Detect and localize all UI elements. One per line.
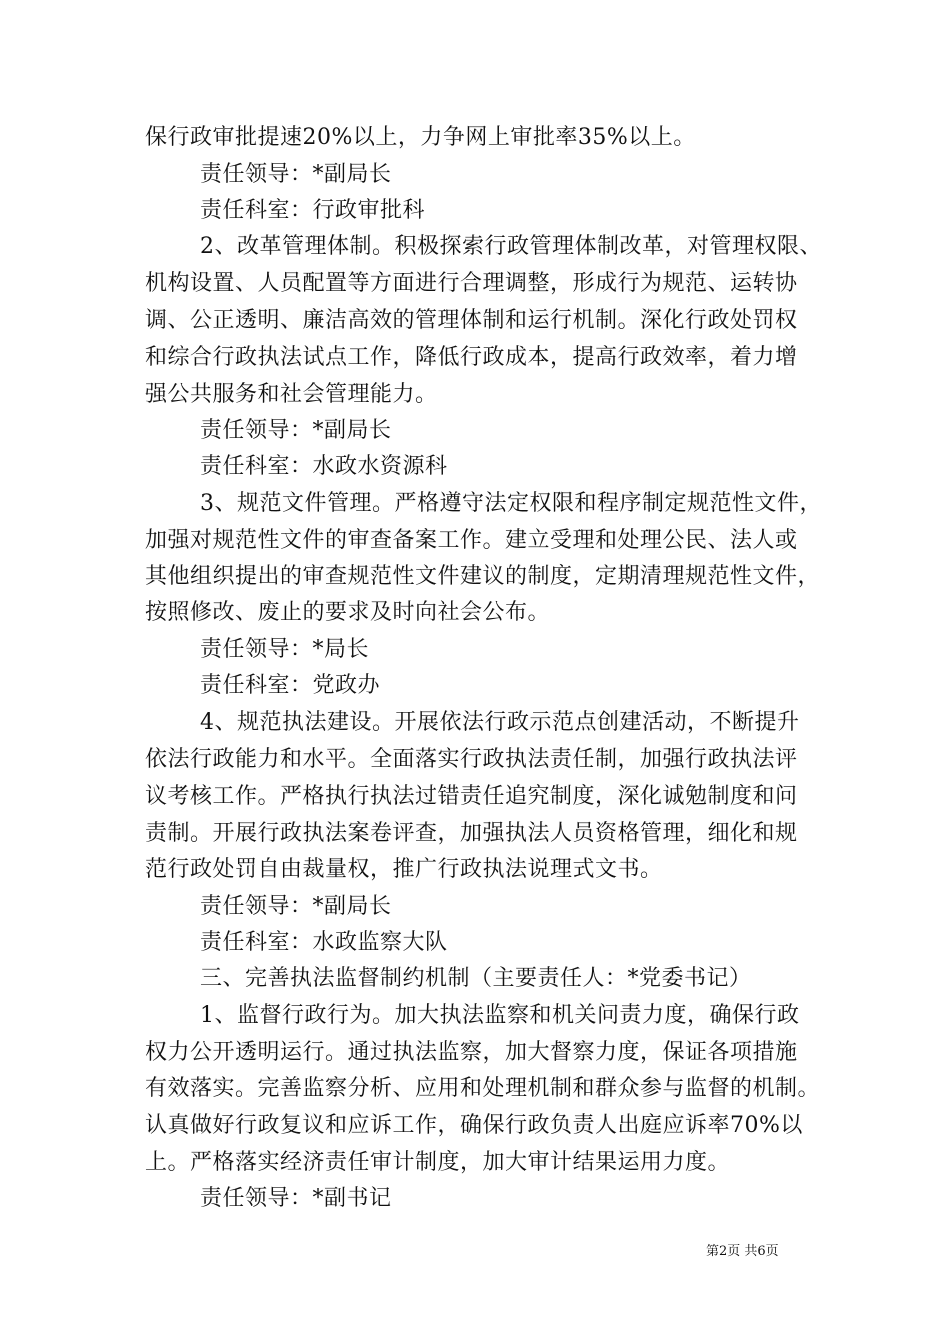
text-line: 责任科室：水政水资源科 (200, 454, 448, 479)
text-line: 按照修改、废止的要求及时向社会公布。 (145, 600, 551, 625)
text-line: 权力公开透明运行。通过执法监察，加大督察力度，保证各项措施 (145, 1040, 798, 1065)
text-line: 机构设置、人员配置等方面进行合理调整，形成行为规范、运转协 (145, 271, 798, 296)
text-line: 责任领导：*局长 (200, 637, 370, 662)
text-line: 3、规范文件管理。严格遵守法定权限和程序制定规范性文件， (200, 491, 822, 516)
text-line: 加强对规范性文件的审查备案工作。建立受理和处理公民、法人或 (145, 528, 798, 553)
text-line: 责制。开展行政执法案卷评查，加强执法人员资格管理，细化和规 (145, 821, 798, 846)
text-line: 责任科室：党政办 (200, 673, 381, 698)
text-line: 1、监督行政行为。加大执法监察和机关问责力度，确保行政 (200, 1003, 800, 1028)
text-line: 议考核工作。严格执行执法过错责任追究制度，深化诚勉制度和问 (145, 784, 798, 809)
page-number: 第2页 共6页 (706, 1244, 779, 1259)
section-heading: 三、完善执法监督制约机制（主要责任人：*党委书记） (200, 966, 752, 991)
text-line: 认真做好行政复议和应诉工作，确保行政负责人出庭应诉率70%以 (145, 1113, 803, 1138)
text-line: 强公共服务和社会管理能力。 (145, 382, 438, 407)
text-line: 责任领导：*副局长 (200, 418, 392, 443)
text-line: 4、规范执法建设。开展依法行政示范点创建活动，不断提升 (200, 710, 800, 735)
text-line: 有效落实。完善监察分析、应用和处理机制和群众参与监督的机制。 (145, 1076, 821, 1101)
text-line: 责任领导：*副书记 (200, 1186, 392, 1211)
text-line: 责任科室：行政审批科 (200, 198, 426, 223)
text-line: 上。严格落实经济责任审计制度，加大审计结果运用力度。 (145, 1150, 731, 1175)
text-line: 责任领导：*副局长 (200, 162, 392, 187)
text-line: 和综合行政执法试点工作，降低行政成本，提高行政效率，着力增 (145, 345, 798, 370)
text-line: 其他组织提出的审查规范性文件建议的制度，定期清理规范性文件， (145, 564, 821, 589)
text-line: 保行政审批提速20%以上，力争网上审批率35%以上。 (145, 125, 696, 150)
text-line: 调、公正透明、廉洁高效的管理体制和运行机制。深化行政处罚权 (145, 308, 798, 333)
text-line: 责任科室：水政监察大队 (200, 930, 448, 955)
text-line: 范行政处罚自由裁量权，推广行政执法说理式文书。 (145, 857, 663, 882)
text-line: 责任领导：*副局长 (200, 894, 392, 919)
text-line: 2、改革管理体制。积极探索行政管理体制改革，对管理权限、 (200, 234, 822, 259)
text-line: 依法行政能力和水平。全面落实行政执法责任制，加强行政执法评 (145, 747, 798, 772)
